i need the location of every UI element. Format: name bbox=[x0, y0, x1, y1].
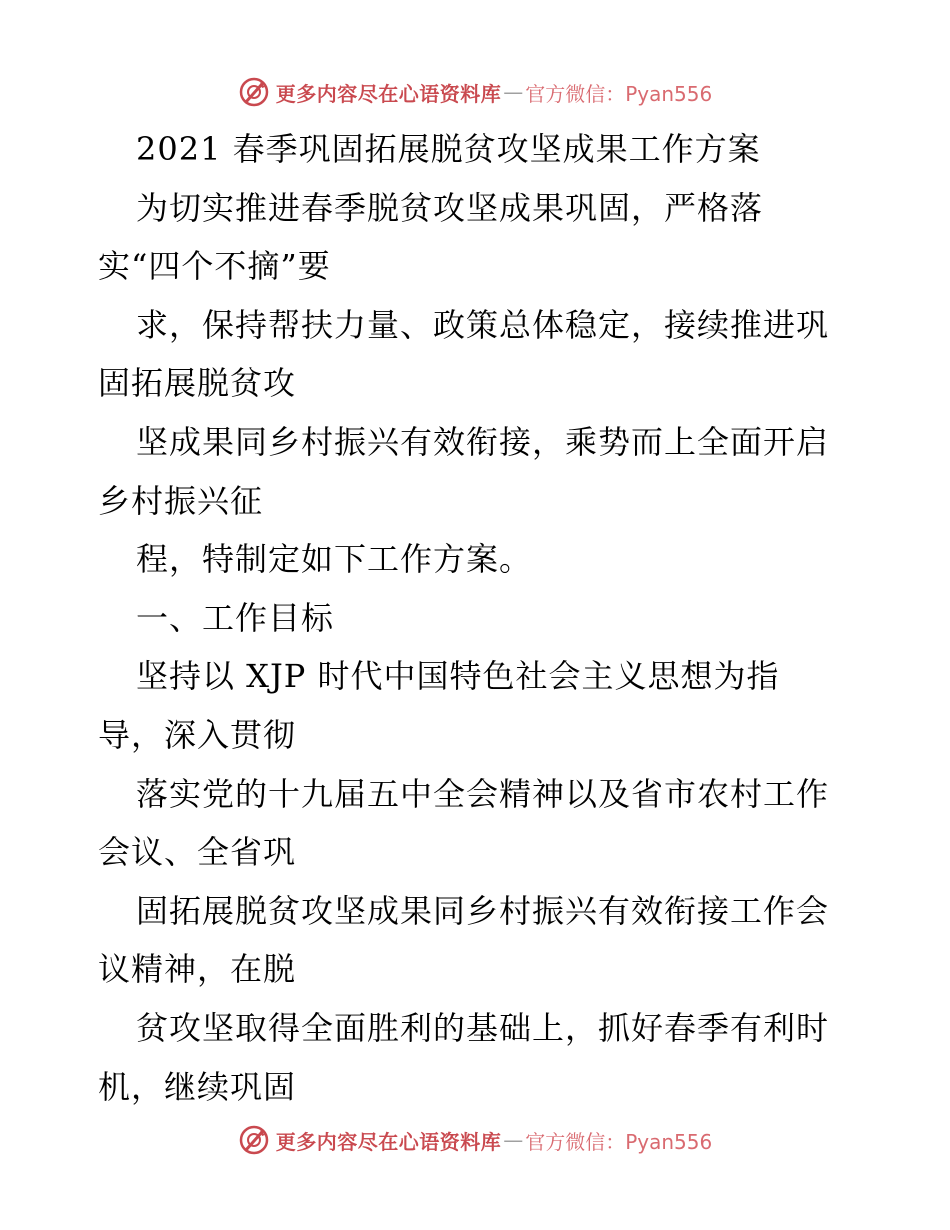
section-heading: 一、工作目标 bbox=[136, 598, 335, 637]
paragraph-line: 坚成果同乡村振兴有效衔接，乘势而上全面开启 bbox=[136, 422, 830, 461]
paragraph-line: 导，深入贯彻 bbox=[98, 715, 297, 754]
paragraph-line: 机，继续巩固 bbox=[98, 1067, 297, 1106]
paragraph-line: 贫攻坚取得全面胜利的基础上，抓好春季有利时 bbox=[136, 1008, 830, 1047]
paragraph-line: 会议、全省巩 bbox=[98, 833, 297, 872]
paragraph-line: 求，保持帮扶力量、政策总体稳定，接续推进巩 bbox=[136, 305, 830, 344]
watermark-text: 更多内容尽在心语资料库 bbox=[275, 81, 502, 106]
watermark-footer bbox=[0, 1120, 950, 1160]
logo-icon bbox=[238, 1124, 270, 1156]
watermark-separator: — bbox=[503, 1128, 524, 1152]
document-title: 2021 春季巩固拓展脱贫攻坚成果工作方案 bbox=[136, 130, 761, 168]
paragraph-line: 议精神，在脱 bbox=[98, 950, 297, 989]
paragraph-line: 为切实推进春季脱贫攻坚成果巩固，严格落 bbox=[136, 188, 764, 227]
watermark-header bbox=[0, 72, 950, 112]
paragraph-line: 坚持以 XJP 时代中国特色社会主义思想为指 bbox=[136, 657, 780, 696]
watermark-contact: 官方微信：Pyan556 bbox=[525, 81, 713, 106]
paragraph-line: 乡村振兴征 bbox=[98, 481, 264, 520]
paragraph-line: 固拓展脱贫攻坚成果同乡村振兴有效衔接工作会 bbox=[136, 891, 830, 930]
watermark-separator: — bbox=[503, 80, 524, 104]
paragraph-line: 落实党的十九届五中全会精神以及省市农村工作 bbox=[136, 774, 830, 813]
watermark-contact: 官方微信：Pyan556 bbox=[525, 1129, 713, 1154]
logo-icon bbox=[238, 76, 270, 108]
paragraph-line: 固拓展脱贫攻 bbox=[98, 364, 297, 403]
paragraph-line: 实“四个不摘”要 bbox=[98, 247, 331, 286]
document-body bbox=[98, 120, 858, 1116]
paragraph-line: 程，特制定如下工作方案。 bbox=[136, 540, 533, 579]
watermark-text: 更多内容尽在心语资料库 bbox=[275, 1129, 502, 1154]
